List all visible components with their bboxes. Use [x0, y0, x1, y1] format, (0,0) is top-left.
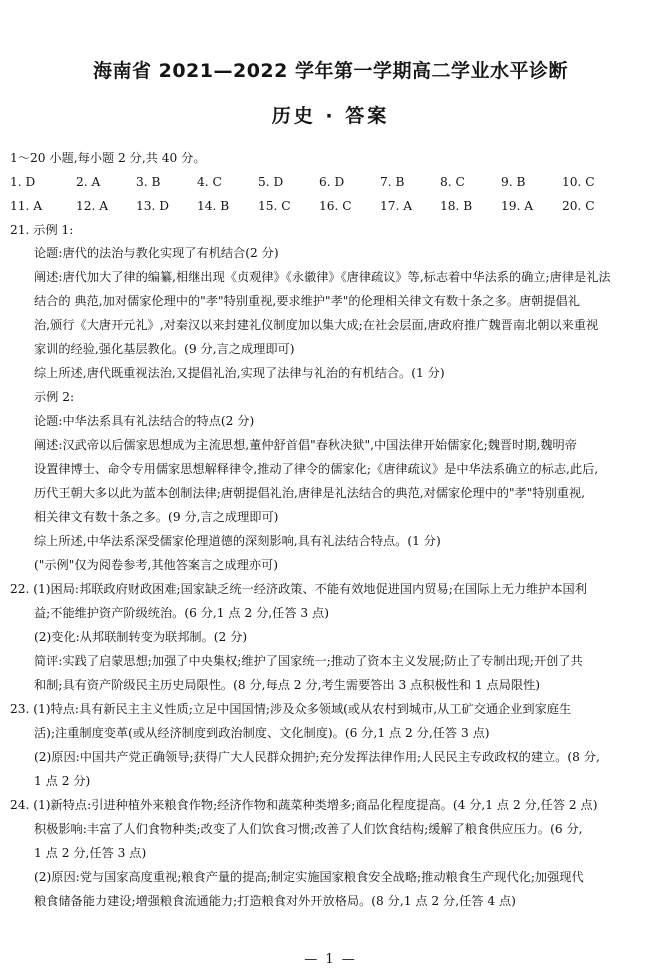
- page-title: 海南省 2021—2022 学年第一学期高二学业水平诊断: [93, 60, 568, 82]
- answer-line: 粮食储备能力建设;增强粮食流通能力;打造粮食对外开放格局。(8 分,1 点 2 分,任答 4 点): [34, 894, 516, 908]
- answer-line: 活);注重制度变革(或从经济制度到政治制度、文化制度)。(6 分,1 点 2 分,任答 3 点): [34, 726, 490, 740]
- answer-line: 综上所述,唐代既重视法治,又提倡礼治,实现了法律与礼治的有机结合。(1 分): [34, 366, 445, 380]
- answer-line: 家训的经验,强化基层教化。(9 分,言之成理即可): [34, 342, 295, 356]
- answer-line: ("示例"仅为阅卷参考,其他答案言之成理亦可): [34, 558, 278, 572]
- mc-answer: 16. C: [319, 199, 352, 213]
- mc-answer: 6. D: [319, 175, 345, 189]
- mc-answer: 9. B: [501, 175, 526, 189]
- answer-line: 阐述:唐代加大了律的编纂,相继出现《贞观律》《永徽律》《唐律疏议》等,标志着中华法系的确立;唐律是礼法: [34, 270, 611, 284]
- mc-answer: 2. A: [76, 175, 101, 189]
- answer-line: (2)原因:党与国家高度重视;粮食产量的提高;制定实施国家粮食安全战略;推动粮食生产现代化;加强现代: [34, 870, 584, 884]
- mc-answer: 11. A: [10, 199, 43, 213]
- page-subtitle: 历史 · 答案: [271, 105, 390, 127]
- mc-answer: 1. D: [10, 175, 36, 189]
- answer-line: 相关律文有数十条之多。(9 分,言之成理即可): [34, 510, 279, 524]
- mc-intro: 1～20 小题,每小题 2 分,共 40 分。: [10, 151, 206, 165]
- answer-line: 示例 2:: [34, 390, 75, 404]
- mc-answer: 19. A: [501, 199, 534, 213]
- answer-line: 益;不能维护资产阶级统治。(6 分,1 点 2 分,任答 3 点): [34, 606, 329, 620]
- answer-line: 结合的 典范,加对儒家伦理中的"孝"特别重视,要求维护"孝"的伦理相关律文有数十条之多。唐朝提倡礼: [34, 294, 580, 308]
- answer-line: 22. (1)困局:邦联政府财政困难;国家缺乏统一经济政策、不能有效地促进国内贸易;在国际上无力维护本国利: [10, 582, 587, 596]
- answer-line: 1 点 2 分): [34, 774, 91, 788]
- mc-answer: 7. B: [380, 175, 405, 189]
- answer-line: 21. 示例 1:: [10, 223, 74, 237]
- answer-line: (2)变化:从邦联制转变为联邦制。(2 分): [34, 630, 248, 644]
- answer-line: 和制;具有资产阶级民主历史局限性。(8 分,每点 2 分,考生需要答出 3 点积极性和 1 点局限性): [34, 678, 541, 692]
- mc-answer: 5. D: [258, 175, 284, 189]
- mc-answer: 17. A: [380, 199, 413, 213]
- mc-answer: 12. A: [76, 199, 109, 213]
- answer-line: 治,颁行《大唐开元礼》,对秦汉以来封建礼仪制度加以集大成;在社会层面,唐政府推广魏晋南北朝以来重视: [34, 318, 599, 332]
- mc-answer: 3. B: [136, 175, 161, 189]
- answer-line: 积极影响:丰富了人们食物种类;改变了人们饮食习惯;改善了人们饮食结构;缓解了粮食供应压力。(6 分,: [34, 822, 583, 836]
- answer-line: 24. (1)新特点:引进种植外来粮食作物;经济作物和蔬菜种类增多;商品化程度提高。(4 分,1 点 2 分,任答 2 点): [10, 798, 598, 812]
- answer-line: 23. (1)特点:具有新民主主义性质;立足中国国情;涉及众多领域(或从农村到城市,从工矿交通企业到家庭生: [10, 702, 572, 716]
- answer-line: 历代王朝大多以此为蓝本创制法律;唐朝提倡礼治,唐律是礼法结合的典范,对儒家伦理中的"孝"特别重视,: [34, 486, 586, 500]
- mc-answer: 8. C: [440, 175, 465, 189]
- answer-line: 综上所述,中华法系深受儒家伦理道德的深刻影响,具有礼法结合特点。(1 分): [34, 534, 441, 548]
- answer-line: 设置律博士、命令专用儒家思想解释律令,推动了律令的儒家化;《唐律疏议》是中华法系确立的标志,此后,: [34, 462, 599, 476]
- answer-line: 论题:中华法系具有礼法结合的特点(2 分): [34, 414, 255, 428]
- answer-line: (2)原因:中国共产党正确领导;获得广大人民群众拥护;充分发挥法律作用;人民民主专政政权的建立。(8 分,: [34, 750, 600, 764]
- mc-answer: 4. C: [197, 175, 222, 189]
- mc-answer: 20. C: [562, 199, 595, 213]
- mc-answer: 14. B: [197, 199, 230, 213]
- mc-answer: 10. C: [562, 175, 595, 189]
- mc-answer-row: [10, 174, 655, 190]
- page-number: — 1 —: [304, 952, 357, 967]
- mc-answer: 18. B: [440, 199, 473, 213]
- mc-answer: 15. C: [258, 199, 291, 213]
- mc-answer: 13. D: [136, 199, 170, 213]
- answer-line: 阐述:汉武帝以后儒家思想成为主流思想,董仲舒首倡"春秋决狱",中国法律开始儒家化;魏晋时期,魏明帝: [34, 438, 577, 452]
- answer-line: 1 点 2 分,任答 3 点): [34, 846, 147, 860]
- answer-line: 论题:唐代的法治与教化实现了有机结合(2 分): [34, 246, 279, 260]
- answer-line: 简评:实践了启蒙思想;加强了中央集权;维护了国家统一;推动了资本主义发展;防止了专制出现;开创了共: [34, 654, 583, 668]
- mc-answer-row: [10, 198, 655, 214]
